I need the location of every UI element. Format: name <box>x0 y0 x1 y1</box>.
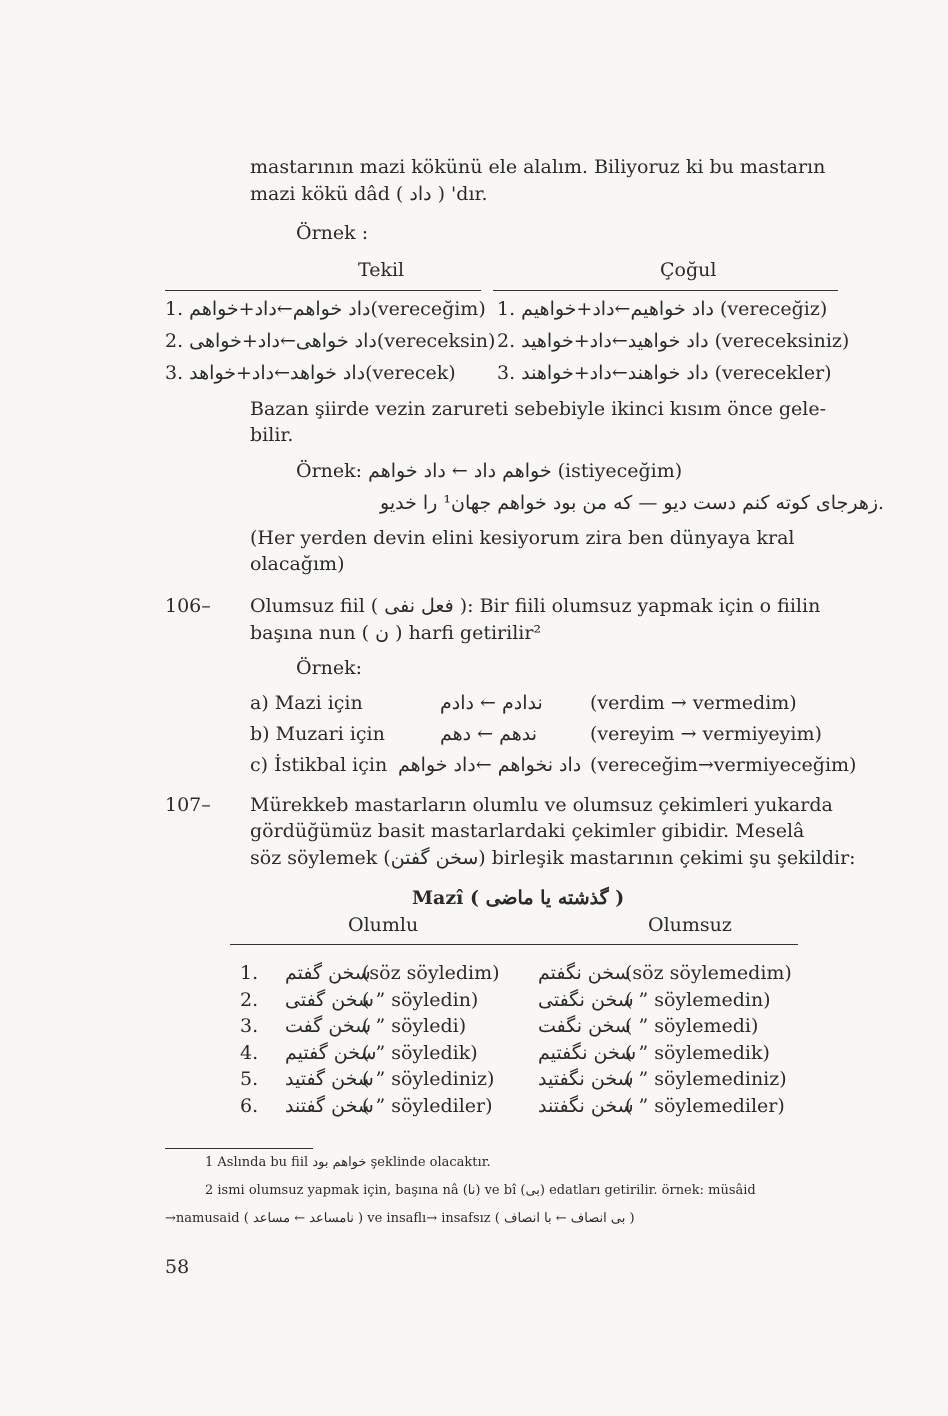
table1-left-row-3: 3. داد خواهد←داد+خواهد(verecek) <box>165 362 456 384</box>
ornek-label-2: Örnek: خواهم داد ← داد خواهم (istiyeceğim) <box>296 460 683 482</box>
table2-negative-arabic: سخن نگفتیم <box>538 1041 637 1064</box>
table2-positive-turkish: ( ” söylediler) <box>362 1094 493 1117</box>
footnote-rule <box>165 1148 313 1149</box>
ornek-label-1: Örnek : <box>296 222 369 244</box>
translation-line-2: olacağım) <box>250 553 345 575</box>
section-107-line-2: gördüğümüz basit mastarlardaki çekimler gibidir. Meselâ <box>250 820 805 842</box>
example-c-label: c) İstikbal için <box>250 754 388 776</box>
section-106-ornek: Örnek: <box>296 657 363 679</box>
intro-line-2: mazi kökü dâd ( داد ) 'dır. <box>250 183 488 205</box>
table2-negative-turkish: ( ” söylemediler) <box>625 1094 785 1117</box>
translation-line-1: (Her yerden devin elini kesiyorum zira ben dünyaya kral <box>250 527 795 549</box>
table2-positive-arabic: سخن گفتند <box>285 1094 374 1117</box>
example-b-arabic: ندهم ← دهم <box>440 723 538 745</box>
table2-col-olumsuz: Olumsuz <box>648 914 732 936</box>
table2-positive-arabic: سخن گفتیم <box>285 1041 377 1064</box>
section-107-line-3: söz söylemek (سخن گفتن) birleşik mastarının çekimi şu şekildir: <box>250 847 856 869</box>
table2-positive-turkish: ( ” söylediniz) <box>362 1068 495 1090</box>
intro-line-1: mastarının mazi kökünü ele alalım. Biliyoruz ki bu mastarın <box>250 156 826 178</box>
example-c-arabic: داد نخواهم ←داد خواهم <box>398 754 582 776</box>
table2-positive-turkish: (söz söyledim) <box>362 962 500 984</box>
table1-head-tekil: Tekil <box>358 259 405 281</box>
table2-negative-turkish: ( ” söylemediniz) <box>625 1068 787 1090</box>
table2-title: Mazî ( گذشته یا ماضی ) <box>412 887 625 909</box>
table2-negative-turkish: ( ” söylemedin) <box>625 988 771 1011</box>
table2-negative-turkish: (söz söylemedim) <box>625 962 792 984</box>
example-c-gloss: (vereceğim→vermiyeceğim) <box>590 754 857 776</box>
table2-positive-arabic: سخن گفتی <box>285 988 374 1011</box>
table2-row-number: 5. <box>240 1068 259 1090</box>
table2-positive-turkish: ( ” söyledin) <box>362 988 479 1011</box>
section-106-line-1: Olumsuz fiil ( فعل نفی ): Bir fiili olumsuz yapmak için o fiilin <box>250 595 821 617</box>
table1-right-row-1: 1. داد خواهیم←داد+خواهیم (vereceğiz) <box>497 298 828 320</box>
example-b-label: b) Muzari için <box>250 723 385 745</box>
table2-negative-turkish: ( ” söylemedik) <box>625 1041 770 1064</box>
table1-left-row-1: 1. داد خواهم←داد+خواهم(vereceğim) <box>165 298 486 320</box>
table2-negative-arabic: سخن نگفتی <box>538 988 634 1011</box>
table2-positive-arabic: سخن گفتم <box>285 962 371 984</box>
section-107-line-1: Mürekkeb mastarların olumlu ve olumsuz çekimleri yukarda <box>250 794 833 816</box>
page-number: 58 <box>165 1256 190 1278</box>
table1-rule-right <box>493 290 838 291</box>
footnote-2-line-2: →namusaid ( نامساعد ← مساعد ) ve insaflı→ insafsız ( بی انصاف ← با انصاف ) <box>165 1211 635 1226</box>
table2-rule <box>230 944 798 945</box>
persian-verse: زهرجای کوته کنم دست دیو — که من بود خواهم جهان¹ را خدیو. <box>380 492 885 514</box>
table2-positive-turkish: ( ” söyledik) <box>362 1041 478 1064</box>
table2-negative-arabic: سخن نگفتم <box>538 962 631 984</box>
table1-left-row-2: 2. داد خواهی←داد+خواهی(vereceksin) <box>165 330 496 352</box>
table2-row-number: 2. <box>240 988 259 1011</box>
table2-col-olumlu: Olumlu <box>348 914 419 936</box>
table2-row-number: 3. <box>240 1015 259 1037</box>
section-107-number: 107– <box>165 794 211 816</box>
table2-negative-arabic: سخن نگفتند <box>538 1094 634 1117</box>
table2-negative-arabic: سخن نگفتید <box>538 1068 634 1090</box>
footnote-1: 1 Aslında bu fiil خواهم بود şeklinde olacaktır. <box>205 1155 491 1170</box>
table2-negative-turkish: ( ” söylemedi) <box>625 1015 759 1037</box>
table2-positive-arabic: سخن گفت <box>285 1015 372 1037</box>
example-a-arabic: ندادم ← دادم <box>440 692 543 714</box>
example-a-label: a) Mazi için <box>250 692 363 714</box>
table1-rule-left <box>165 290 481 291</box>
table1-head-cogul: Çoğul <box>660 259 717 281</box>
table2-positive-arabic: سخن گفتید <box>285 1068 374 1090</box>
bazan-line-1: Bazan şiirde vezin zarureti sebebiyle ikinci kısım önce gele- <box>250 398 827 420</box>
table2-positive-turkish: ( ” söyledi) <box>362 1015 467 1037</box>
bazan-line-2: bilir. <box>250 424 294 446</box>
table2-row-number: 4. <box>240 1041 259 1064</box>
section-106-number: 106– <box>165 595 211 617</box>
table1-right-row-3: 3. داد خواهند←داد+خواهند (verecekler) <box>497 362 832 384</box>
section-106-line-2: başına nun ( ن ) harfi getirilir² <box>250 622 542 644</box>
table2-row-number: 1. <box>240 962 259 984</box>
table1-right-row-2: 2. داد خواهید←داد+خواهید (vereceksiniz) <box>497 330 850 352</box>
footnote-2-line-1: 2 ismi olumsuz yapmak için, başına nâ (نا) ve bî (بی) edatları getirilir. örnek: müsâid <box>205 1183 756 1198</box>
example-b-gloss: (vereyim → vermiyeyim) <box>590 723 822 745</box>
table2-negative-arabic: سخن نگفت <box>538 1015 631 1037</box>
example-a-gloss: (verdim → vermedim) <box>590 692 797 714</box>
table2-row-number: 6. <box>240 1094 259 1117</box>
